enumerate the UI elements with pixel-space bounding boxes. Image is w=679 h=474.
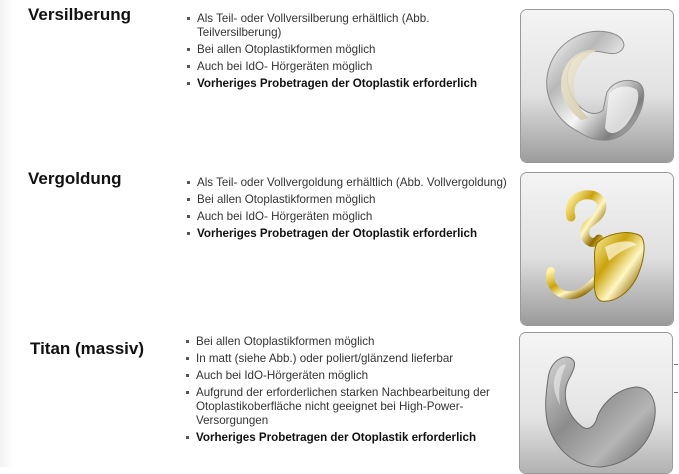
silver-earmold-icon — [520, 9, 674, 163]
list-item: In matt (siehe Abb.) oder poliert/glänzend lieferbar — [185, 352, 510, 366]
feature-list — [186, 176, 511, 244]
list-item: Als Teil- oder Vollversilberung erhältlich (Abb. Teilversilberung) — [186, 12, 511, 40]
list-item-emphasis: Vorheriges Probetragen der Otoplastik erforderlich — [185, 431, 510, 445]
list-item: Auch bei IdO- Hörgeräten möglich — [186, 60, 511, 74]
feature-list — [186, 12, 511, 94]
list-item: Bei allen Otoplastikformen möglich — [186, 43, 511, 57]
section-title: Titan (massiv) — [30, 339, 145, 358]
list-item: Aufgrund der erforderlichen starken Nachbearbeitung der Otoplastikoberfläche nicht geeignet bei High-Power-Versorgungen — [185, 386, 510, 428]
list-item: Bei allen Otoplastikformen möglich — [186, 193, 511, 207]
list-item: Als Teil- oder Vollvergoldung erhältlich (Abb. Vollvergoldung) — [186, 176, 511, 190]
left-edge-shade — [0, 0, 14, 467]
list-item-emphasis: Vorheriges Probetragen der Otoplastik erforderlich — [186, 227, 511, 241]
list-item: Auch bei IdO- Hörgeräten möglich — [186, 210, 511, 224]
list-item: Auch bei IdO-Hörgeräten möglich — [185, 369, 510, 383]
edge-mark — [674, 364, 678, 365]
section-title: Versilberung — [28, 5, 131, 24]
list-item: Bei allen Otoplastikformen möglich — [185, 335, 510, 349]
gold-earmold-icon — [520, 172, 674, 326]
edge-mark — [674, 392, 678, 393]
feature-list — [185, 335, 510, 448]
titanium-earmold-icon — [519, 332, 673, 474]
section-title: Vergoldung — [28, 169, 122, 188]
list-item-emphasis: Vorheriges Probetragen der Otoplastik erforderlich — [186, 77, 511, 91]
